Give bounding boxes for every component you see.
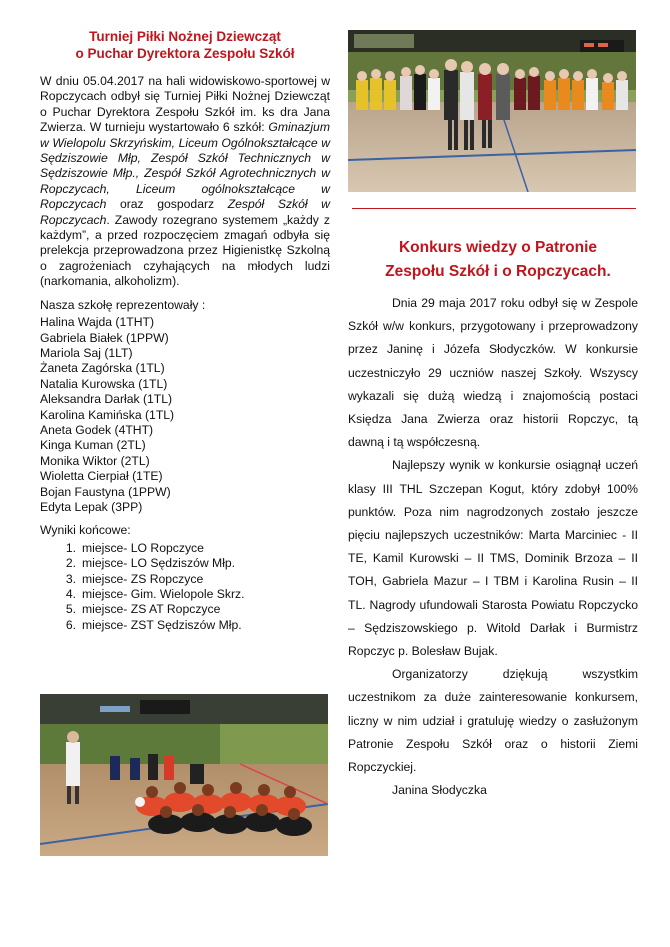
- player-item: Aleksandra Darłak (1TL): [40, 392, 173, 407]
- player-item: Żaneta Zagórska (1TL): [40, 361, 165, 376]
- players-list: [40, 315, 330, 515]
- right-article-body: [348, 292, 638, 802]
- player-item: Natalia Kurowska (1TL): [40, 376, 168, 391]
- team-photo: [348, 30, 636, 192]
- result-item: [40, 618, 330, 633]
- player-item: Aneta Godek (4THT): [40, 422, 154, 437]
- intro-text-3: . Zawody rozegrano systemem „każdy z każdym”, a przed rozpoczęciem zmagań odbyła się prelekcja przeprowadzona przez Higienistkę Szkolną o zagrożeniach czyhających na młodych ludzi (narkomania, alkoholizm).: [40, 212, 330, 289]
- signature: Janina Słodyczka: [392, 783, 487, 798]
- left-article-title: [40, 28, 330, 62]
- player-item: Gabriela Białek (1PPW): [40, 330, 169, 345]
- right-title-line1: Konkurs wiedzy o Patronie: [398, 239, 598, 256]
- right-title-line2: Zespołu Szkół i o Ropczycach.: [385, 263, 611, 280]
- result-item: [40, 541, 330, 556]
- team-photo-image: [348, 30, 636, 192]
- left-title-line2: o Puchar Dyrektora Zespołu Szkół: [75, 46, 295, 61]
- article-paragraph: Dnia 29 maja 2017 roku odbył się w Zespole Szkół w/w konkurs, przygotowany i przeprowadzony przez Janinę i Józefa Słodyczków. W konkursie uczestniczyło 29 uczniów naszej Szkoły. Wszyscy wykazali się dużą wiedzą i znajomością postaci Księdza Jana Zwierza oraz historii Ropczyc, tą dawną i tą współczesną.: [348, 296, 638, 450]
- result-text: miejsce- ZS Ropczyce: [82, 571, 204, 586]
- results-list: [40, 541, 330, 633]
- player-item: Monika Wiktor (2TL): [40, 453, 150, 468]
- left-title-line1: Turniej Piłki Nożnej Dziewcząt: [89, 29, 281, 44]
- left-article: [40, 28, 330, 633]
- article-paragraph: Organizatorzy dziękują wszystkim uczestnikom za duże zainteresowanie konkursem, liczny w nim udział i gratuluję wiedzy o zasłużonym Patronie Zespołu Szkół oraz o historii Ziemi Ropczyckiej.: [348, 667, 638, 775]
- school-name-3: , Zespół Szkół Agrotechnicznych w Ropczycach: [40, 166, 330, 196]
- lecture-photo: [40, 694, 328, 856]
- result-text: miejsce- LO Ropczyce: [82, 540, 204, 555]
- player-item: Mariola Saj (1LT): [40, 345, 133, 360]
- result-item: [40, 602, 330, 617]
- result-rank: 5.: [65, 602, 76, 617]
- article-paragraph: Najlepszy wynik w konkursie osiągnął uczeń klasy III THL Szczepan Kogut, który zdobył 100% punktów. Poza nim nagrodzonych zostało jeszcze pięciu najlepszych uczestników: Marta Marciniec - II TE, Kamil Kurowski – II TMS, Dominik Brzoza – II TOH, Gabriela Mazur – I TBM i Karolina Rusin – II TL. Nagrody ufundowali Starosta Powiatu Ropczycko – Sędziszowskiego p. Witold Darłak i Burmistrz Ropczyc p. Bolesław Bujak.: [348, 458, 638, 659]
- player-item: Kinga Kuman (2TL): [40, 438, 146, 453]
- lecture-photo-image: [40, 694, 328, 856]
- result-text: miejsce- LO Sędziszów Młp.: [82, 556, 236, 571]
- result-text: miejsce- Gim. Wielopole Skrz.: [82, 587, 245, 601]
- player-item: Karolina Kamińska (1TL): [40, 407, 175, 422]
- school-name-5: Zespół Szkół w Ropczycach: [40, 197, 330, 227]
- school-name-2: , Zespół Szkół Technicznych w Sędziszowie Młp.: [40, 151, 330, 181]
- result-item: [40, 587, 330, 602]
- player-item: Halina Wajda (1THT): [40, 315, 155, 330]
- result-text: miejsce- ZS AT Ropczyce: [82, 602, 221, 617]
- result-item: [40, 572, 330, 587]
- result-rank: 2.: [65, 556, 76, 571]
- school-name-1: Gminazjum w Wielopolu Skrzyńskim, Liceum Ogólnokształcące w Sędziszowie Młp: [40, 120, 330, 166]
- tournament-intro: [40, 74, 330, 290]
- player-item: Edyta Lepak (3PP): [40, 499, 143, 514]
- right-article-title: [348, 236, 648, 284]
- player-item: Bojan Faustyna (1PPW): [40, 484, 171, 499]
- players-label: Nasza szkołę reprezentowały :: [40, 297, 206, 312]
- player-item: Wioletta Cierpiał (1TE): [40, 469, 163, 484]
- result-rank: 6.: [65, 617, 76, 632]
- result-rank: 4.: [65, 587, 76, 601]
- results-label: Wyniki końcowe:: [40, 523, 131, 538]
- school-name-4: , Liceum ogólnokształcące w Ropczycach: [40, 181, 330, 212]
- intro-text-2: oraz gospodarz: [106, 197, 228, 212]
- result-rank: 1.: [65, 540, 76, 555]
- result-rank: 3.: [65, 571, 76, 586]
- section-divider: [352, 208, 636, 209]
- intro-text-1: W dniu 05.04.2017 na hali widowiskowo-sportowej w Ropczycach odbył się Turniej Piłki Nożnej Dziewcząt o Puchar Dyrektora Zespołu Szkół im. ks dra Jana Zwierza. W turnieju wystartowało 6 szkół:: [40, 74, 330, 135]
- result-text: miejsce- ZST Sędziszów Młp.: [82, 617, 242, 632]
- result-item: [40, 556, 330, 571]
